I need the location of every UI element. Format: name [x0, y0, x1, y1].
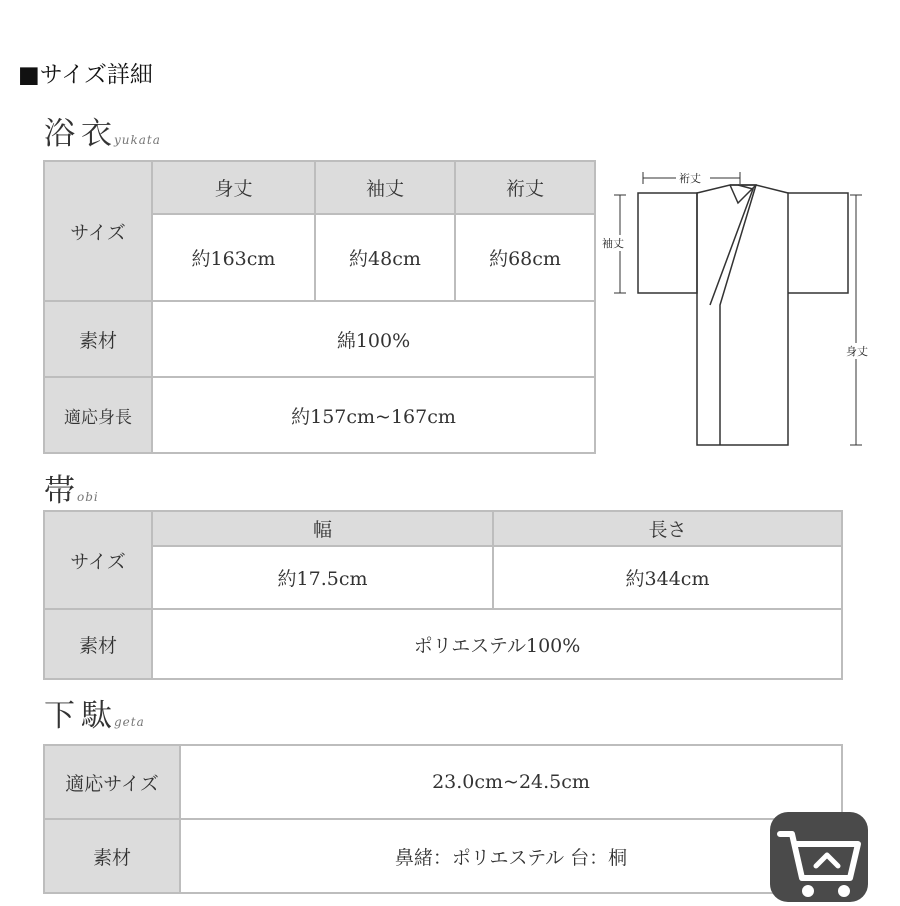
obi-value-length: 約344cm	[493, 546, 842, 609]
obi-value-width: 約17.5cm	[152, 546, 493, 609]
geta-size-label: 適応サイズ	[44, 745, 180, 819]
yukata-value-yukitake: 約68cm	[455, 214, 595, 301]
left-sleeve-shape	[638, 193, 697, 293]
yukata-title	[44, 108, 161, 153]
obi-material-value: ポリエステル100%	[152, 609, 842, 679]
obi-title	[44, 465, 99, 510]
obi-header-width: 幅	[152, 511, 493, 546]
kimono-diagram	[598, 165, 883, 455]
yukata-height-label: 適応身長	[44, 377, 152, 453]
geta-material-value: 鼻緒：ポリエステル 台：桐	[180, 819, 842, 893]
obi-material-label: 素材	[44, 609, 152, 679]
cart-icon	[770, 812, 868, 902]
obi-size-label: サイズ	[44, 511, 152, 609]
obi-header-length: 長さ	[493, 511, 842, 546]
yukata-value-mitake: 約163cm	[152, 214, 315, 301]
yukata-subtitle: yukata	[114, 133, 161, 147]
obi-title-text: 帯	[44, 473, 81, 509]
yukata-table	[43, 160, 596, 454]
yukata-header-mitake: 身丈	[152, 161, 315, 214]
geta-table	[43, 744, 843, 894]
geta-title-text: 下駄	[44, 698, 118, 734]
page-heading: ■サイズ詳細	[18, 62, 153, 88]
right-sleeve-shape	[788, 193, 848, 293]
yukata-height-value: 約157cm~167cm	[152, 377, 595, 453]
body-shape	[697, 185, 788, 445]
geta-subtitle: geta	[114, 715, 145, 729]
yukata-material-value: 綿100%	[152, 301, 595, 377]
yukata-header-sodetake: 袖丈	[315, 161, 455, 214]
yukata-title-text: 浴衣	[44, 116, 118, 152]
collar-inner	[710, 185, 753, 305]
collar-outer	[720, 185, 756, 445]
label-yukitake: 裄丈	[679, 172, 701, 185]
obi-subtitle: obi	[77, 490, 99, 504]
yukata-material-label: 素材	[44, 301, 152, 377]
chevron-up-icon	[816, 855, 838, 866]
yukata-header-yukitake: 裄丈	[455, 161, 595, 214]
obi-table	[43, 510, 843, 680]
cart-scroll-top-button[interactable]	[770, 812, 868, 902]
geta-material-label: 素材	[44, 819, 180, 893]
label-sodetake: 袖丈	[602, 237, 624, 250]
geta-size-value: 23.0cm~24.5cm	[180, 745, 842, 819]
yukata-value-sodetake: 約48cm	[315, 214, 455, 301]
geta-title	[44, 690, 145, 735]
label-mitake: 身丈	[846, 345, 868, 358]
yukata-size-label: サイズ	[44, 161, 152, 301]
